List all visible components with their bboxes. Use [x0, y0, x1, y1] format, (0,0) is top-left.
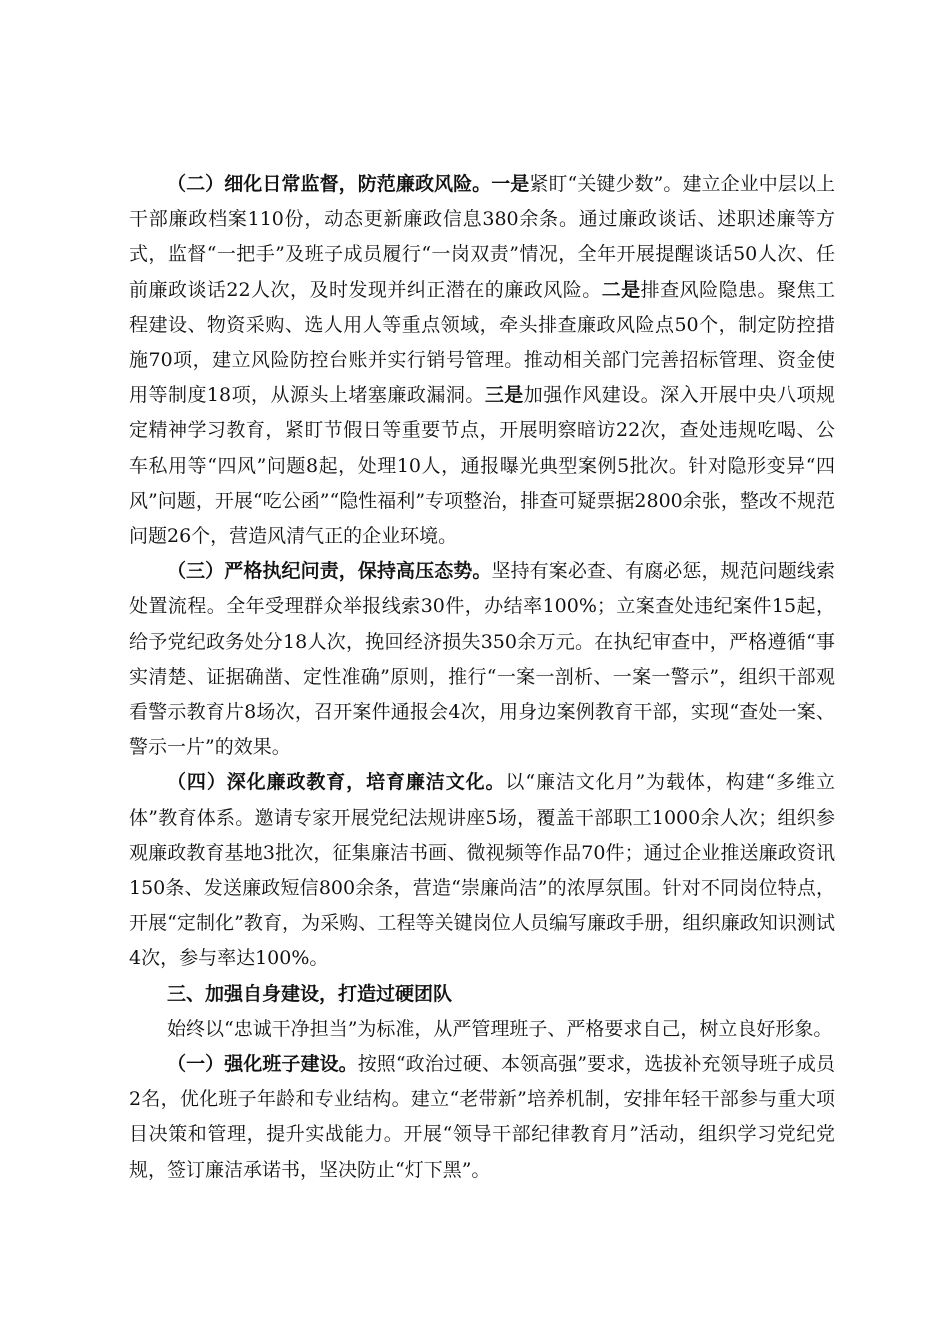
paragraph-daily-supervision [129, 167, 835, 554]
paragraph-body: 以“廉洁文化月”为载体，构建“多维立体”教育体系。邀请专家开展党纪法规讲座5场，覆盖干部职工1000余人次；组织参观廉政教育基地3批次，征集廉洁书画、微视频等作品70件；通过企业推送廉政资讯150条、发送廉政短信800余条，营造“崇廉尚洁”的浓厚氛围。针对不同岗位特点，开展“定制化”教育，为采购、工程等关键岗位人员编写廉政手册，组织廉政知识测试4次，参与率达100%。 [129, 771, 835, 970]
paragraph-discipline-accountability [129, 554, 835, 765]
point-two-marker: 二是 [601, 278, 641, 301]
section-intro: 始终以“忠诚干净担当”为标准，从严管理班子、严格要求自己，树立良好形象。 [167, 1017, 833, 1040]
point-one-text: 紧盯“关键少数”。建立企业中层以上干部廉政档案110份，动态更新廉政信息380余条。通过廉政谈话、述职述廉等方式，监督“一把手”及班子成员履行“一岗双责”情况，全年开展提醒谈话50人次、任前廉政谈话22人次，及时发现并纠正潜在的廉政风险。 [129, 173, 835, 301]
paragraph-lead: （四）深化廉政教育，培育廉洁文化。 [167, 771, 506, 794]
paragraph-lead: （二）细化日常监督，防范廉政风险。 [167, 173, 492, 195]
paragraph-lead: （一）强化班子建设。 [167, 1053, 358, 1076]
document-page [129, 167, 835, 1188]
paragraph-lead: （三）严格执纪问责，保持高压态势。 [167, 560, 492, 583]
point-two-text: 排查风险隐患。聚焦工程建设、物资采购、选人用人等重点领域，牵头排查廉政风险点50个，制定防控措施70项，建立风险防控台账并实行销号管理。推动相关部门完善招标管理、资金使用等制度18项，从源头上堵塞廉政漏洞。 [129, 278, 835, 407]
point-three-text: 加强作风建设。深入开展中央八项规定精神学习教育，紧盯节假日等重要节点，开展明察暗访22次，查处违规吃喝、公车私用等“四风”问题8起，处理10人，通报曝光典型案例5批次。针对隐形变异“四风”问题，开展“吃公函”“隐性福利”专项整治，排查可疑票据2800余张，整改不规范问题26个，营造风清气正的企业环境。 [129, 384, 835, 548]
section-heading: 三、加强自身建设，打造过硬团队 [167, 982, 453, 1005]
paragraph-body: 按照“政治过硬、本领高强”要求，选拔补充领导班子成员2名，优化班子年龄和专业结构。建立“老带新”培养机制，安排年轻干部参与重大项目决策和管理，提升实战能力。开展“领导干部纪律教育月”活动，组织学习党纪党规，签订廉洁承诺书，坚决防止“灯下黑”。 [129, 1053, 835, 1181]
paragraph-integrity-education [129, 765, 835, 976]
point-one-marker: 一是 [491, 173, 530, 195]
paragraph-team-building [129, 1047, 835, 1188]
point-three-marker: 三是 [484, 384, 524, 407]
paragraph-body: 坚持有案必查、有腐必惩，规范问题线索处置流程。全年受理群众举报线索30件，办结率100%；立案查处违纪案件15起，给予党纪政务处分18人次，挽回经济损失350余万元。在执纪审查中，严格遵循“事实清楚、证据确凿、定性准确”原则，推行“一案一剖析、一案一警示”，组织干部观看警示教育片8场次，召开案件通报会4次，用身边案例教育干部，实现“查处一案、警示一片”的效果。 [129, 560, 835, 759]
